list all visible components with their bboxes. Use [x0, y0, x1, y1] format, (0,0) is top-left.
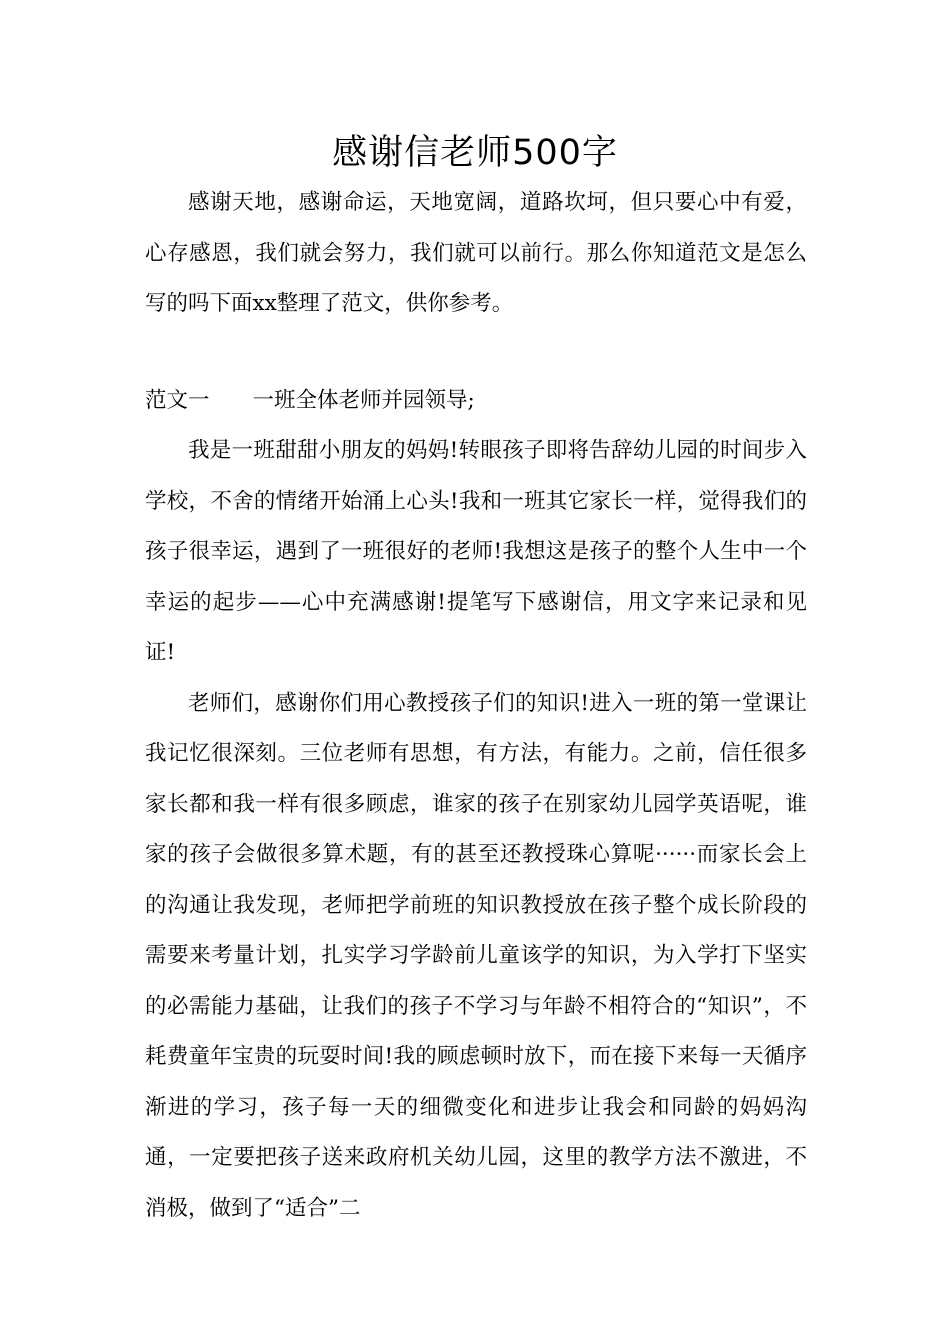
intro-block: [145, 178, 807, 330]
salutation-line: 范文一 一班全体老师并园领导;: [145, 388, 475, 413]
letter-paragraph: 我是一班甜甜小朋友的妈妈!转眼孩子即将告辞幼儿园的时间步入学校，不舍的情绪开始涌上心头!我和一班其它家长一样，觉得我们的孩子很幸运，遇到了一班很好的老师!我想这是孩子的整个人生中一个幸运的起步——心中充满感谢!提笔写下感谢信，用文字来记录和见证!: [145, 438, 807, 665]
document-title: 感谢信老师500字: [332, 133, 618, 173]
intro-paragraph: 感谢天地，感谢命运，天地宽阔，道路坎坷，但只要心中有爱，心存感恩，我们就会努力，我们就可以前行。那么你知道范文是怎么写的吗下面xx整理了范文，供你参考。: [145, 190, 807, 316]
letter-paragraph: 老师们，感谢你们用心教授孩子们的知识!进入一班的第一堂课让我记忆很深刻。三位老师有思想，有方法，有能力。之前，信任很多家长都和我一样有很多顾虑，谁家的孩子在别家幼儿园学英语呢，谁家的孩子会做很多算术题，有的甚至还教授珠心算呢······而家长会上的沟通让我发现，老师把学前班的知识教授放在孩子整个成长阶段的需要来考量计划，扎实学习学龄前儿童该学的知识，为入学打下坚实的必需能力基础，让我们的孩子不学习与年龄不相符合的“知识”，不耗费童年宝贵的玩耍时间!我的顾虑顿时放下，而在接下来每一天循序渐进的学习，孩子每一天的细微变化和进步让我会和同龄的妈妈沟通，一定要把孩子送来政府机关幼儿园，这里的教学方法不激进，不消极，做到了“适合”二: [145, 690, 807, 1221]
letter-body: [145, 426, 807, 1234]
